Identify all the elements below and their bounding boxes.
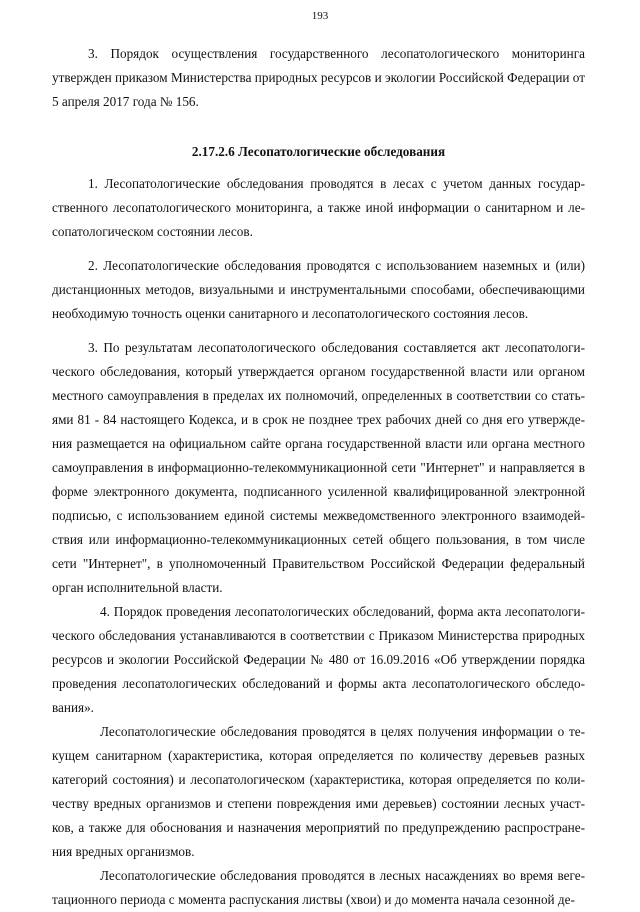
document-body bbox=[52, 42, 585, 912]
section-heading: 2.17.2.6 Лесопатологические обследования bbox=[191, 144, 446, 159]
page-number: 193 bbox=[311, 10, 329, 22]
paragraph-5: Лесопатологические обследования проводятся в целях получения информации о текущем санитарном (характеристика, которая определяется по количеству деревьев разных категорий состояния) и лесопатологическом (характеристика, которая определяется по количеству вредных организмов и степени повреждения ими деревьев) состоянии лесных участков, а также для обоснования и назначения мероприятий по предупреждению распространения вредных организмов. bbox=[52, 724, 585, 859]
paragraph-intro: 3. Порядок осуществления государственного лесопатологического мониторинга утвержден приказом Министерства природных ресурсов и экологии Российской Федерации от 5 апреля 2017 года № 156. bbox=[52, 46, 585, 109]
paragraph-3: 3. По результатам лесопатологического обследования составляется акт лесопатологического обследования, который утверждается органом государственной власти или органом местного самоуправления в пределах их полномочий, определенных в соответствии со статьями 81 - 84 настоящего Кодекса, и в срок не позднее трех рабочих дней со дня его утверждения размещается на официальном сайте органа государственной власти или органа местного самоуправления в информационно-телекоммуникационной сети "Интернет" и направляется в форме электронного документа, подписанного усиленной квалифицированной электронной подписью, с использованием единой системы межведомственного электронного взаимодействия или информационно-телекоммуникационных сетей общего пользования, в том числе сети "Интернет", в уполномоченный Правительством Российской Федерации федеральный орган исполнительной власти. bbox=[52, 340, 585, 595]
paragraph-1: 1. Лесопатологические обследования проводятся в лесах с учетом данных государственного лесопатологического мониторинга, а также иной информации о санитарном и лесопатологическом состоянии лесов. bbox=[52, 176, 585, 239]
paragraph-6: Лесопатологические обследования проводятся в лесных насаждениях во время вегетационного периода с момента распускания листвы (хвои) и до момента начала сезонной де- bbox=[52, 868, 585, 907]
paragraph-4: 4. Порядок проведения лесопатологических обследований, форма акта лесопатологического обследования устанавливаются в соответствии с Приказом Министерства природных ресурсов и экологии Российской Федерации № 480 от 16.09.2016 «Об утверждении порядка проведения лесопатологических обследований и формы акта лесопатологического обследования». bbox=[52, 604, 585, 715]
paragraph-2: 2. Лесопатологические обследования проводятся с использованием наземных и (или) дистанционных методов, визуальными и инструментальными способами, обеспечивающими необходимую точность оценки санитарного и лесопатологического состояния лесов. bbox=[52, 258, 585, 321]
